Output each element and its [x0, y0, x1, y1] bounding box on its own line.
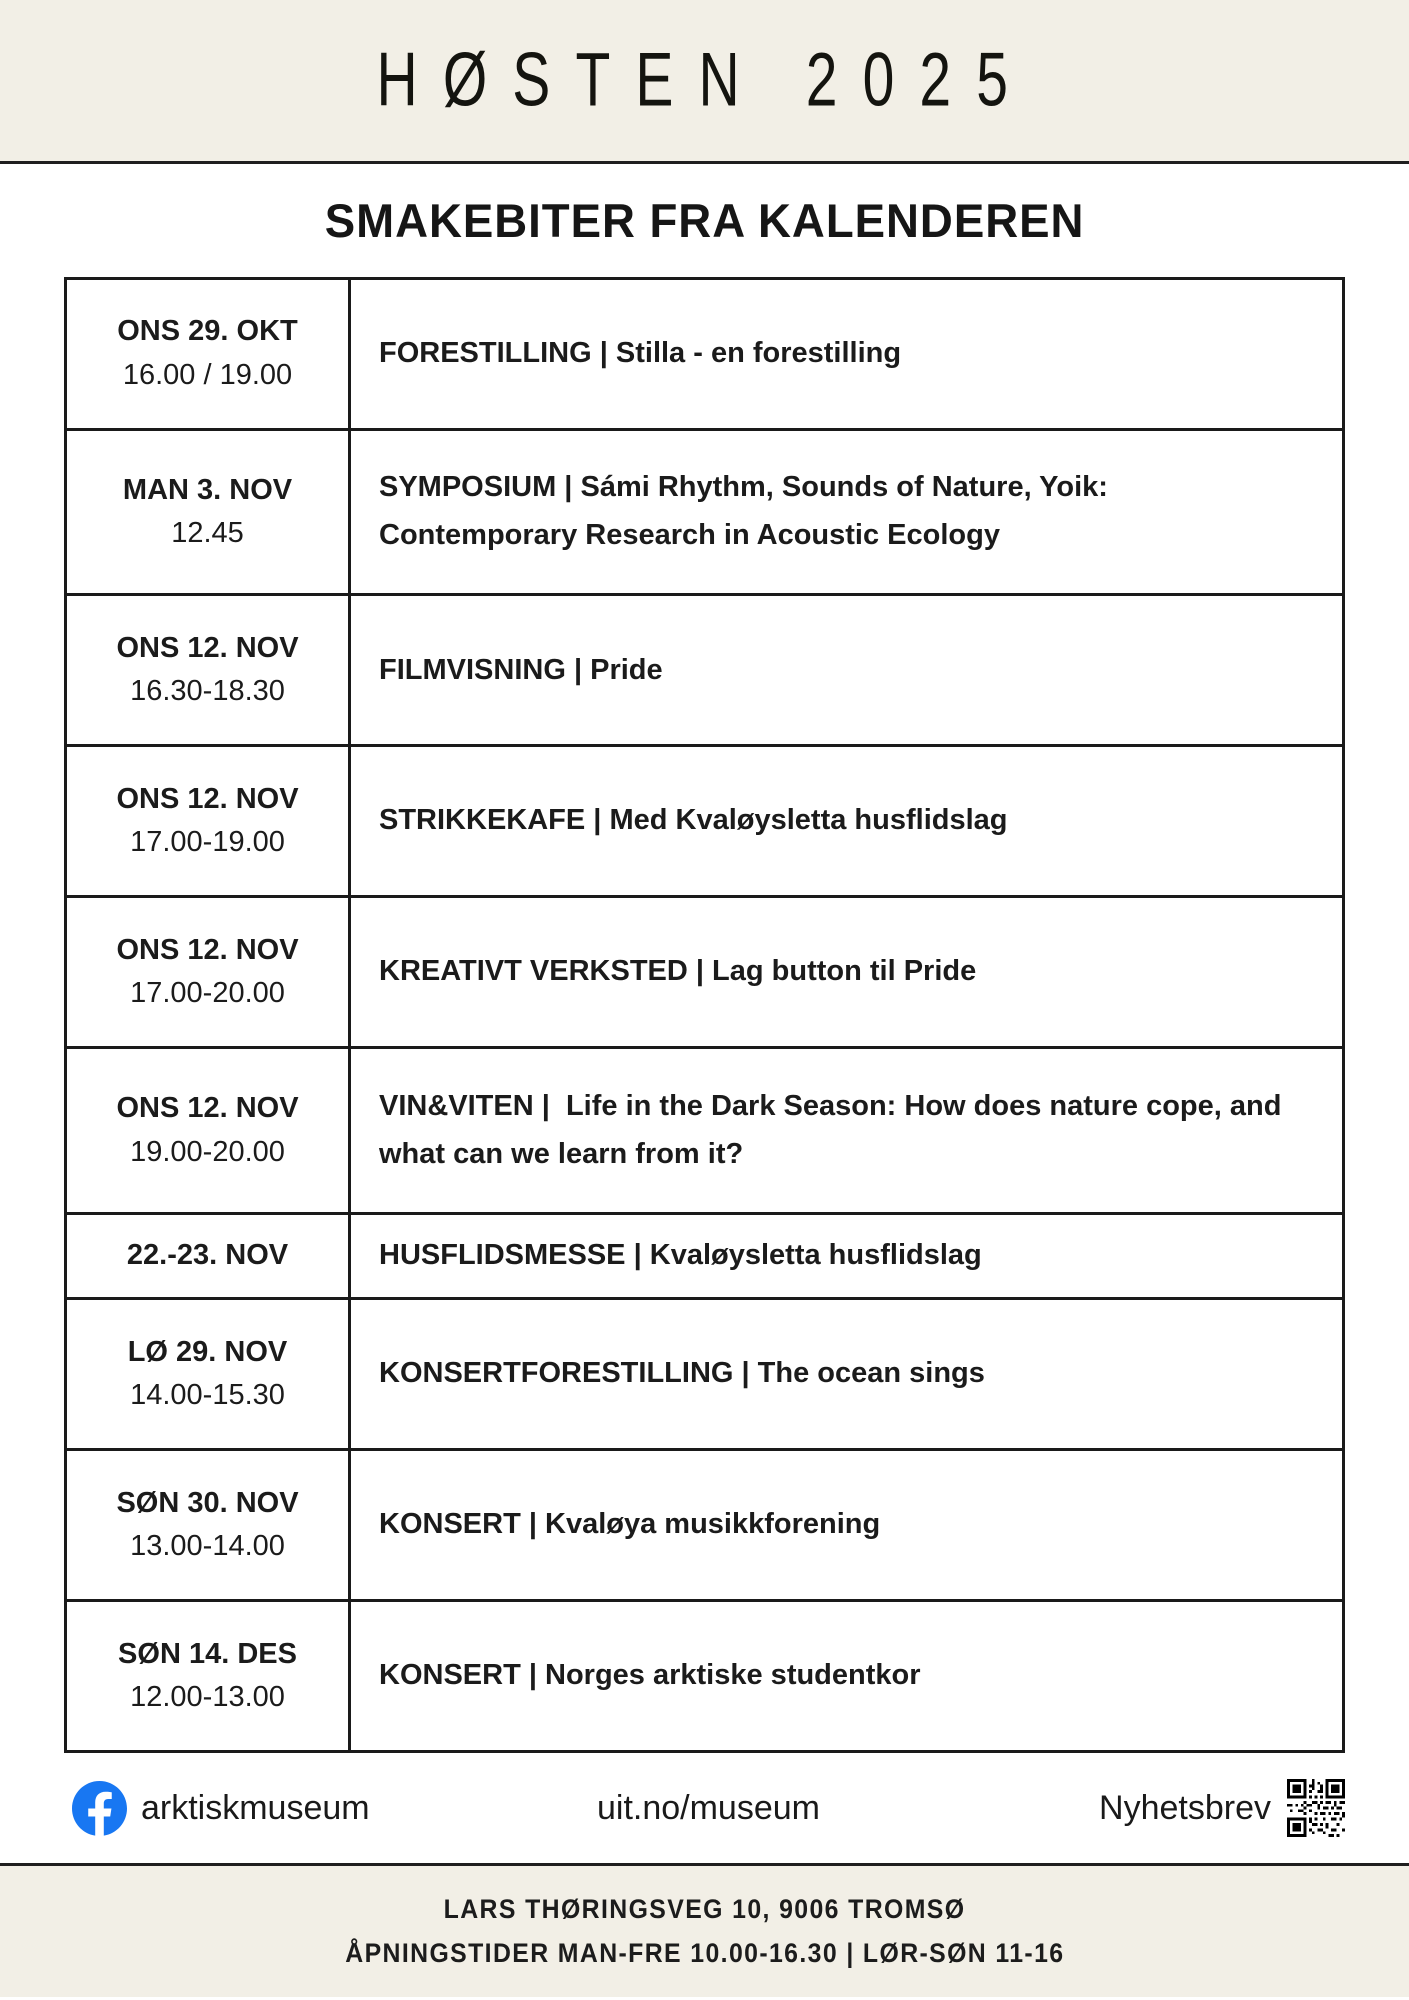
event-title: KONSERTFORESTILLING | The ocean sings: [379, 1357, 985, 1390]
event-description-cell: [350, 1299, 1344, 1450]
event-time: 16.00 / 19.00: [122, 358, 293, 391]
header-band: [0, 0, 1409, 164]
event-time: 12.45: [171, 517, 244, 550]
event-description-cell: [350, 1601, 1344, 1752]
events-table: [64, 277, 1345, 1753]
event-date-cell: [66, 429, 350, 595]
address-line: LARS THØRINGSVEG 10, 9006 TROMSØ: [443, 1894, 966, 1924]
event-date-cell: [66, 1213, 350, 1298]
event-date: LØ 29. NOV: [127, 1335, 288, 1368]
page-title: HØSTEN 2025: [376, 38, 1033, 123]
event-date-cell: [66, 1048, 350, 1214]
event-description-cell: [350, 1048, 1344, 1214]
event-date-cell: [66, 746, 350, 897]
event-date-cell: [66, 897, 350, 1048]
event-date-cell: [66, 279, 350, 430]
event-date: ONS 12. NOV: [116, 782, 299, 815]
event-description-cell: [350, 279, 1344, 430]
event-date: SØN 30. NOV: [116, 1486, 299, 1519]
event-date: ONS 29. OKT: [117, 315, 298, 348]
event-description-cell: [350, 897, 1344, 1048]
event-date-cell: [66, 1450, 350, 1601]
table-row: [66, 429, 1344, 595]
event-date-cell: [66, 595, 350, 746]
table-row: [66, 1213, 1344, 1298]
event-time: 16.30-18.30: [130, 675, 285, 708]
event-title: KREATIVT VERKSTED | Lag button til Pride: [379, 955, 977, 988]
event-time: 19.00-20.00: [130, 1135, 285, 1168]
event-date: MAN 3. NOV: [122, 473, 293, 506]
event-time: 14.00-15.30: [130, 1379, 285, 1412]
event-description-cell: [350, 1450, 1344, 1601]
event-title: KONSERT | Norges arktiske studentkor: [379, 1659, 921, 1692]
table-row: [66, 1601, 1344, 1752]
facebook-handle[interactable]: arktiskmuseum: [141, 1788, 370, 1827]
event-time: 17.00-20.00: [130, 977, 285, 1010]
opening-hours-line: ÅPNINGSTIDER MAN-FRE 10.00-16.30 | LØR-SØN 11-16: [344, 1938, 1065, 1968]
bottom-band: [0, 1863, 1409, 1997]
footer: [0, 1753, 1409, 1863]
event-description-cell: [350, 595, 1344, 746]
subtitle-wrap: [0, 164, 1409, 277]
calendar-subtitle: SMAKEBITER FRA KALENDEREN: [324, 194, 1085, 247]
event-title: HUSFLIDSMESSE | Kvaløysletta husflidslag: [379, 1239, 982, 1272]
event-title: VIN&VITEN | Life in the Dark Season: How does nature cope, and what can we learn from it?: [379, 1089, 1290, 1170]
newsletter-label[interactable]: Nyhetsbrev: [1099, 1788, 1271, 1827]
event-title: KONSERT | Kvaløya musikkforening: [379, 1508, 881, 1541]
event-date: 22.-23. NOV: [126, 1239, 289, 1272]
table-row: [66, 595, 1344, 746]
table-row: [66, 897, 1344, 1048]
event-date: ONS 12. NOV: [116, 1092, 299, 1125]
event-title: FORESTILLING | Stilla - en forestilling: [379, 337, 902, 370]
website-link[interactable]: uit.no/museum: [596, 1788, 820, 1827]
qr-code-icon[interactable]: [1287, 1779, 1345, 1837]
event-date: ONS 12. NOV: [116, 631, 299, 664]
event-description-cell: [350, 1213, 1344, 1298]
facebook-icon[interactable]: [72, 1781, 127, 1836]
event-time: 12.00-13.00: [130, 1681, 285, 1713]
event-date-cell: [66, 1299, 350, 1450]
event-title: SYMPOSIUM | Sámi Rhythm, Sounds of Nature, Yoik: Contemporary Research in Acoustic Ecology: [379, 471, 1116, 552]
event-date: SØN 14. DES: [118, 1637, 297, 1670]
table-row: [66, 1299, 1344, 1450]
event-title: FILMVISNING | Pride: [379, 653, 663, 686]
table-row: [66, 1450, 1344, 1601]
event-time: 13.00-14.00: [130, 1530, 285, 1563]
event-description-cell: [350, 746, 1344, 897]
event-time: 17.00-19.00: [130, 826, 285, 859]
event-title: STRIKKEKAFE | Med Kvaløysletta husflidslag: [379, 804, 1008, 837]
event-date-cell: [66, 1601, 350, 1752]
table-row: [66, 1048, 1344, 1214]
facebook-link[interactable]: [72, 1781, 496, 1836]
event-date: ONS 12. NOV: [116, 933, 299, 966]
event-description-cell: [350, 429, 1344, 595]
table-row: [66, 279, 1344, 430]
table-row: [66, 746, 1344, 897]
